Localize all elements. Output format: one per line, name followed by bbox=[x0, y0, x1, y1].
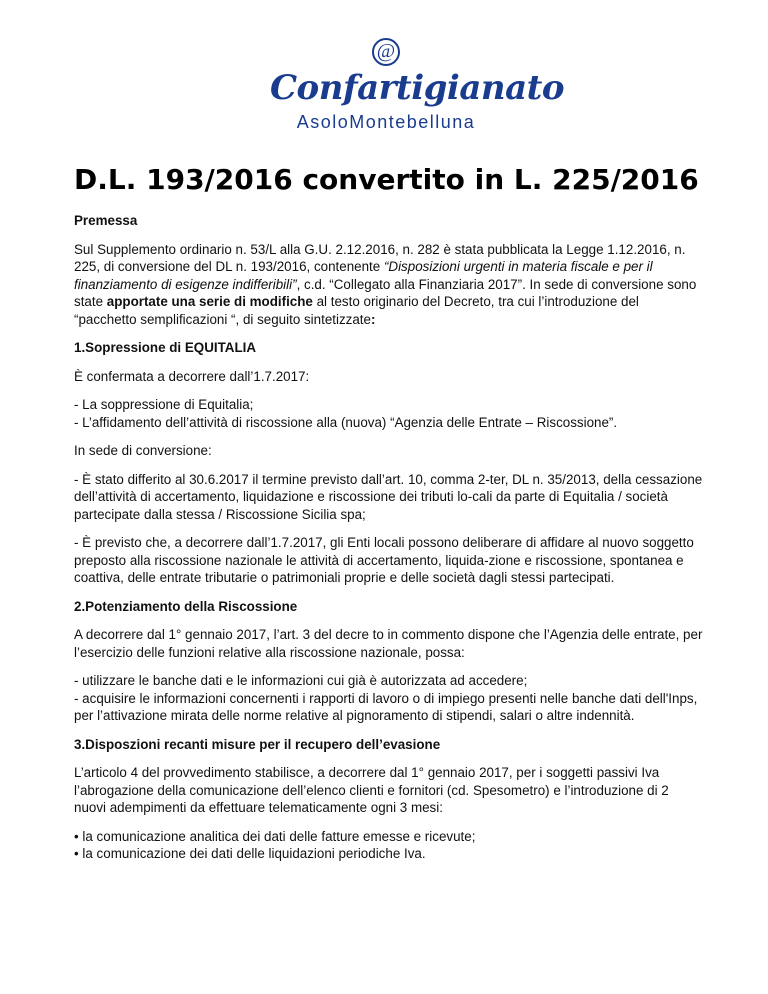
section2-heading: 2.Potenziamento della Riscossione bbox=[74, 598, 298, 614]
premessa-bold-text: apportate una serie di modifiche bbox=[106, 294, 313, 309]
section1-list-item: - L’affidamento dell’attività di riscossione alla (nuova) “Agenzia delle Entrate – Riscossione”. bbox=[74, 414, 618, 430]
section1-paragraph-enti-locali: - È previsto che, a decorrere dall’1.7.2017, gli Enti locali possono deliberare di affidare al nuovo soggetto preposto alla riscossione nazionale le attività di accertamento, liquida-zione e riscossione, spontanea e coattiva, delle entrate tributarie o patrimoniali proprie e delle società dagli stessi partecipati. bbox=[74, 535, 694, 585]
premessa-italic-title: “Disposizioni urgenti in materia fiscale e per il finanziamento di esigenze indifferibili” bbox=[74, 259, 653, 292]
section2-intro: A decorrere dal 1° gennaio 2017, l’art. 3 del decre to in commento dispone che l’Agenzia delle entrate, per l’esercizio delle funzioni relative alla riscossione nazionale, possa: bbox=[74, 627, 703, 660]
document-title: D.L. 193/2016 convertito in L. 225/2016 bbox=[74, 163, 699, 196]
section3-intro: L’articolo 4 del provvedimento stabilisce, a decorrere dal 1° gennaio 2017, per i soggetti passivi Iva l’abrogazione della comunicazione dell’elenco clienti e fornitori (cd. Spesometro) e l’introduzione di 2 nuovi adempimenti da effettuare telematicamente ogni 3 mesi: bbox=[74, 765, 669, 815]
at-symbol-icon: @ bbox=[372, 38, 400, 66]
section3-bullet-item: • la comunicazione analitica dei dati delle fatture emesse e ricevute; bbox=[74, 828, 476, 844]
premessa-text-c: al testo originario del Decreto, tra cui l’introduzione del “pacchetto semplificazioni “, di seguito sintetizzate bbox=[74, 294, 639, 327]
section2-list-item: - acquisire le informazioni concernenti i rapporti di lavoro o di impiego presenti nelle banche dati dell'Inps, per l’attivazione mirata delle norme relative al pignoramento di stipendi, salari o altre indennità. bbox=[74, 690, 698, 723]
section1-list-item: - La soppressione di Equitalia; bbox=[74, 397, 254, 412]
section3-bullet-item: • la comunicazione dei dati delle liquidazioni periodiche Iva. bbox=[74, 846, 426, 861]
logo-wordmark: Confartigianato bbox=[270, 68, 565, 108]
premessa-heading: Premessa bbox=[74, 213, 138, 228]
premessa-text-b: , c.d. “Collegato alla Finanziaria 2017”. In sede di conversione sono state bbox=[74, 276, 697, 309]
logo-subtitle: AsoloMontebelluna bbox=[296, 112, 476, 132]
section2-list-item: - utilizzare le banche dati e le informazioni cui già è autorizzata ad accedere; bbox=[74, 673, 528, 688]
premessa-colon: : bbox=[370, 311, 376, 327]
premessa-paragraph bbox=[74, 241, 704, 329]
section1-paragraph-deadline: - È stato differito al 30.6.2017 il termine previsto dall’art. 10, comma 2-ter, DL n. 35/2013, della cessazione dell’attività di accertamento, liquidazione e riscossione dei tributi lo-cali da parte di Equitalia / società partecipate dalla stessa / Riscossione Sicilia spa; bbox=[74, 471, 703, 522]
section3-heading: 3.Disposzioni recanti misure per il recupero dell’evasione bbox=[74, 736, 441, 752]
document-body bbox=[74, 212, 704, 863]
premessa-text-a: Sul Supplemento ordinario n. 53/L alla G.U. 2.12.2016, n. 282 è stata pubblicata la Legge 1.12.2016, n. 225, di conversione del DL n. 193/2016, contenente bbox=[74, 241, 686, 274]
section1-heading: 1.Sopressione di EQUITALIA bbox=[74, 340, 257, 355]
confartigianato-logo bbox=[270, 38, 565, 134]
section1-intro: È confermata a decorrere dall’1.7.2017: bbox=[74, 368, 310, 384]
section1-conversion-intro: In sede di conversione: bbox=[74, 443, 212, 458]
